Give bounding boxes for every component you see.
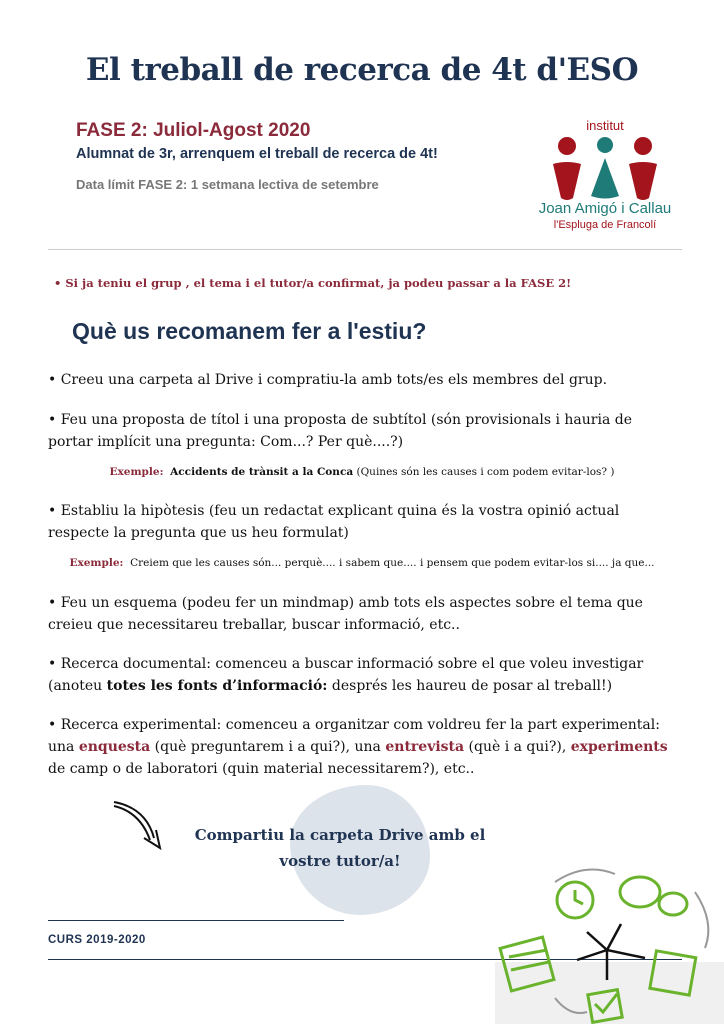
- notice-text: Si ja teniu el grup , el tema i el tutor/a confirmat, ja podeu passar a la FASE 2!: [65, 276, 572, 290]
- page-title: El treball de recerca de 4t d'ESO: [85, 52, 639, 88]
- subtitle: Alumnat de 3r, arrenquem el treball de recerca de 4t!: [76, 146, 438, 162]
- logo-figures-icon: [545, 134, 665, 200]
- example-hypothesis: [0, 557, 724, 569]
- text: • Recerca documental: comenceu a buscar informació sobre el que voleu investigar (anoteu: [48, 656, 644, 694]
- logo-text-name: Joan Amigó i Callau: [538, 200, 672, 217]
- footer-line: [48, 920, 344, 921]
- section-title: Què us recomanem fer a l'estiu?: [72, 318, 427, 344]
- item-drive-folder: • Creeu una carpeta al Drive i compratiu-la amb tots/es els membres del grup.: [48, 372, 608, 388]
- example-rest: (Quines són les causes i com podem evitar-los? ): [353, 466, 615, 478]
- item-mindmap: • Feu un esquema (podeu fer un mindmap) amb tots els aspectes sobre el tema que creieu que necessitareu treballar, buscar informació, etc..: [48, 595, 643, 633]
- example-label: Exemple:: [69, 557, 124, 569]
- text-experiments: experiments: [570, 739, 668, 755]
- item-documental: [48, 653, 678, 697]
- notice: • Si ja teniu el grup , el tema i el tutor/a confirmat, ja podeu passar a la FASE 2!: [54, 276, 572, 290]
- text: de camp o de laboratori (quin material necessitarem?), etc..: [48, 761, 475, 777]
- course-label: CURS 2019-2020: [48, 934, 146, 946]
- example-rest: Creiem que les causes són... perquè.... i sabem que.... i pensem que podem evitar-los si.... ja que...: [130, 557, 655, 569]
- example-label: Exemple:: [109, 466, 164, 478]
- text: • Recerca experimental: comenceu a organitzar com voldreu fer la part experimental: una: [48, 717, 660, 755]
- workflow-illustration-icon: [495, 862, 724, 1024]
- curved-arrow-icon: [110, 800, 190, 860]
- item-title-proposal: • Feu una proposta de títol i una proposta de subtítol (són provisionals i hauria de portar implícit una pregunta: Com...? Per què....?): [48, 412, 632, 450]
- text: després les haureu de posar al treball!): [327, 678, 613, 694]
- school-logo: [525, 118, 685, 238]
- text-enquesta: enquesta: [78, 739, 151, 755]
- logo-text-town: l'Espluga de Francolí: [553, 219, 657, 231]
- text: (què i a qui?),: [464, 739, 571, 755]
- text: (què preguntarem i a qui?), una: [150, 739, 386, 755]
- share-callout: Compartiu la carpeta Drive amb el vostre tutor/a!: [194, 826, 486, 870]
- deadline: Data límit FASE 2: 1 setmana lectiva de setembre: [76, 177, 379, 192]
- text-bold: totes les fonts d’informació:: [106, 678, 328, 694]
- example-title: [0, 466, 724, 478]
- item-experimental: [48, 714, 678, 780]
- phase-heading: FASE 2: Juliol-Agost 2020: [76, 120, 311, 141]
- text-entrevista: entrevista: [385, 739, 465, 755]
- logo-text-institut: institut: [586, 118, 624, 133]
- example-bold: Accidents de trànsit a la Conca: [170, 466, 354, 478]
- item-hypothesis: • Establiu la hipòtesis (feu un redactat explicant quina és la vostra opinió actual respecte la pregunta que us heu formulat): [48, 503, 620, 541]
- divider: [48, 249, 682, 250]
